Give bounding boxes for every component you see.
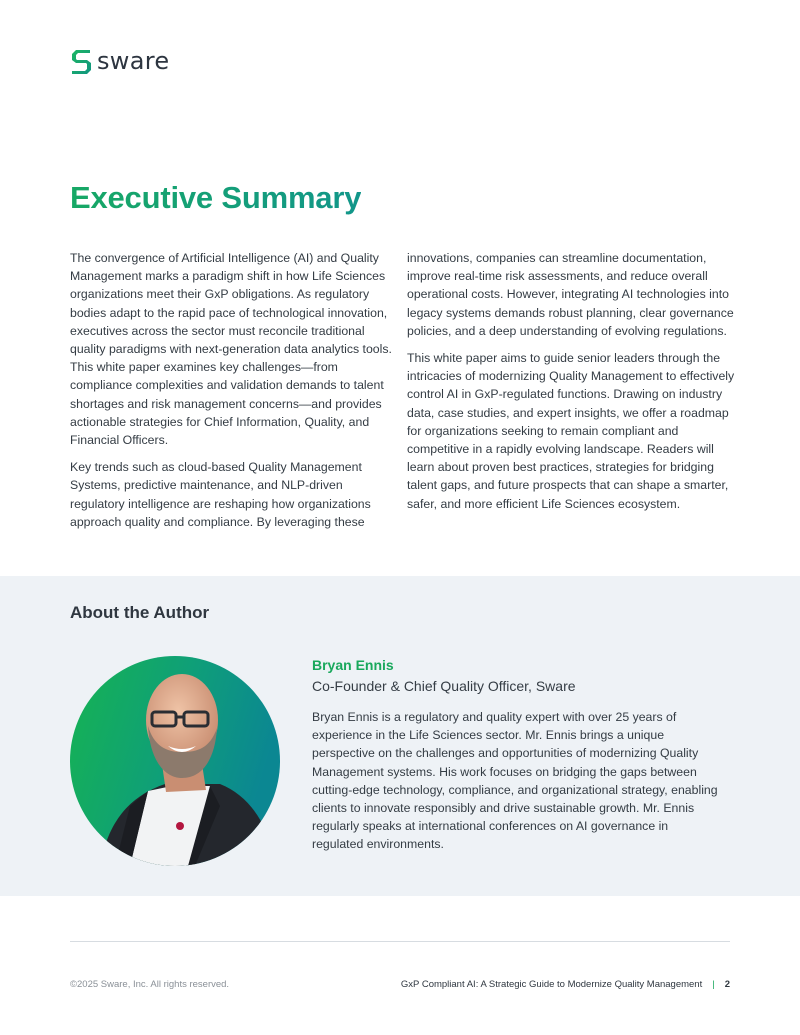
page-number: 2: [724, 979, 730, 990]
author-portrait: [70, 656, 280, 866]
author-photo-image: [70, 656, 280, 866]
summary-paragraph: innovations, companies can streamline documentation, improve real-time risk assessments, and reduce overall operational costs. However, integrating AI technologies into legacy systems demands robust planning, clear governance policies, and a deep understanding of evolving regulations.: [407, 251, 734, 338]
author-role: Co-Founder & Chief Quality Officer, Sware: [312, 678, 576, 694]
footer-doc-info: [401, 978, 730, 992]
document-title: GxP Compliant AI: A Strategic Guide to Modernize Quality Management: [400, 979, 703, 990]
footer-divider: [70, 941, 730, 942]
sware-logo: [70, 47, 169, 77]
author-name: Bryan Ennis: [312, 657, 394, 673]
author-bio: Bryan Ennis is a regulatory and quality expert with over 25 years of experience in the Life Sciences sector. Mr. Ennis brings a unique perspective on the challenges and opportunities of modernizing Quality Management systems. His work focuses on bridging the gaps between cutting-edge technology, compliance, and organizational strategy, enabling clients to innovate responsibly and drive sustainable growth. Mr. Ennis regularly speaks at international conferences on AI governance in regulated environments.: [312, 710, 718, 852]
footer-separator: |: [712, 979, 715, 990]
sware-s-logo-icon: [70, 48, 92, 76]
summary-paragraph: This white paper aims to guide senior leaders through the intricacies of modernizing Quality Management to effectively control AI in GxP-regulated functions. Drawing on industry data, case studies, and expert insights, we offer a roadmap for organizations seeking to remain compliant and competitive in a rapidly evolving landscape. Readers will learn about proven best practices, strategies for bridging talent gaps, and future prospects that can shape a smarter, safer, and more efficient Life Sciences ecosystem.: [407, 351, 735, 511]
logo-wordmark: sware: [97, 47, 170, 75]
summary-paragraph: The convergence of Artificial Intelligence (AI) and Quality Management marks a paradigm shift in how Life Sciences organizations meet their GxP obligations. As regulatory bodies adapt to the rapid pace of technological innovation, executives across the sector must reconcile traditional quality paradigms with next-generation data analytics tools. This white paper examines key challenges—from compliance complexities and validation demands to talent shortages and risk management concerns—and provides actionable strategies for Chief Information, Quality, and Financial Officers.: [70, 251, 392, 448]
about-author-heading: About the Author: [70, 603, 210, 622]
page-title: Executive Summary: [70, 178, 361, 218]
summary-paragraph: Key trends such as cloud-based Quality Management Systems, predictive maintenance, and NLP-driven regulatory intelligence are reshaping how organizations approach quality and compliance. By leveraging these: [70, 460, 371, 529]
copyright-text: ©2025 Sware, Inc. All rights reserved.: [70, 979, 230, 990]
summary-column-left: [70, 249, 395, 540]
summary-column-right: [407, 249, 737, 522]
